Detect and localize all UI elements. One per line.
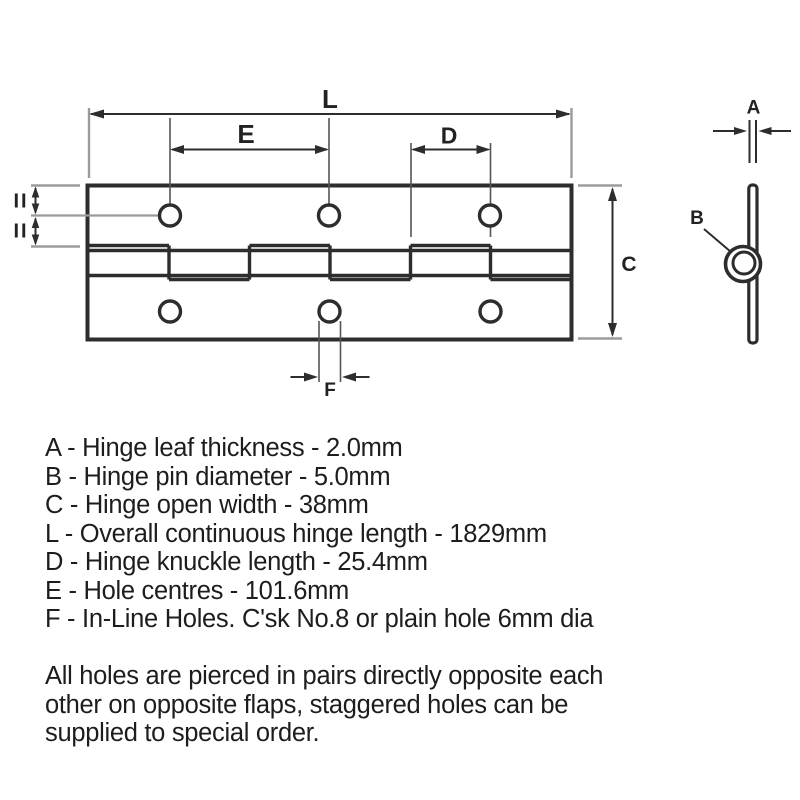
note-line-2: other on opposite flaps, staggered holes can be (45, 690, 569, 719)
arrowhead-icon (734, 127, 747, 135)
dim-label-E: E (237, 119, 255, 149)
arrowhead-icon (170, 145, 184, 154)
holes-note (45, 662, 603, 748)
dimension-C (578, 186, 637, 339)
screw-hole (160, 205, 181, 226)
legend-line-f: F - In-Line Holes. C'sk No.8 or plain hole 6mm dia (45, 605, 594, 633)
legend-line-e: E - Hole centres - 101.6mm (45, 576, 349, 605)
legend (45, 434, 593, 634)
equal-mark-icon: II (13, 190, 29, 213)
hinge-main-view (31, 118, 572, 340)
hinge-pin (733, 252, 755, 274)
dim-label-L: L (322, 84, 338, 114)
arrowhead-icon (342, 373, 356, 382)
arrowhead-icon (759, 127, 772, 135)
leader-line (704, 229, 731, 252)
screw-hole (319, 205, 340, 226)
dimension-D (411, 123, 491, 155)
screw-hole (319, 301, 340, 322)
dimension-A (713, 98, 791, 164)
dimension-E (170, 119, 329, 154)
arrowhead-icon (304, 373, 318, 382)
legend-line-l: L - Overall continuous hinge length - 1829mm (45, 519, 547, 548)
screw-hole (480, 301, 501, 322)
legend-line-d: D - Hinge knuckle length - 25.4mm (45, 548, 428, 576)
screw-hole (160, 301, 181, 322)
legend-line-c: C - Hinge open width - 38mm (45, 491, 369, 519)
dimension-L (89, 84, 572, 178)
note-line-3: supplied to special order. (45, 719, 320, 747)
dim-label-C: C (621, 253, 637, 276)
note-line-1: All holes are pierced in pairs directly opposite each (45, 662, 604, 690)
arrowhead-icon (89, 110, 104, 119)
screw-hole (480, 205, 501, 226)
legend-line-b: B - Hinge pin diameter - 5.0mm (45, 462, 391, 491)
arrowhead-icon (556, 110, 571, 119)
arrowhead-icon (608, 187, 617, 201)
arrowhead-icon (32, 217, 40, 228)
arrowhead-icon (32, 187, 40, 198)
arrowhead-icon (411, 145, 425, 154)
dim-label-B: B (690, 208, 704, 229)
equal-mark-icon: II (13, 220, 29, 243)
dim-label-A: A (746, 97, 761, 119)
arrowhead-icon (315, 145, 329, 154)
arrowhead-icon (608, 323, 617, 337)
dim-label-D: D (440, 122, 458, 149)
arrowhead-icon (32, 204, 40, 215)
legend-line-a: A - Hinge leaf thickness - 2.0mm (45, 434, 403, 462)
hinge-side-view (726, 185, 761, 343)
label-B (690, 208, 731, 252)
arrowhead-icon (32, 235, 40, 246)
arrowhead-icon (477, 145, 491, 154)
dim-label-F: F (324, 380, 336, 401)
